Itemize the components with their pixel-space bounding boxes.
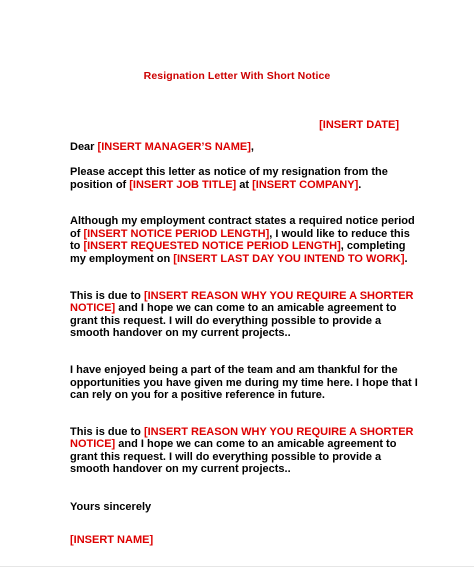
manager-name-placeholder: [INSERT MANAGER’S NAME] [97,141,251,153]
job-title-placeholder: [INSERT JOB TITLE] [129,178,237,191]
para3-line2 [70,302,420,315]
para2-line4-prefix: my employment on [70,252,174,265]
para4-line1: I have enjoyed being a part of the team and am thankful for the [70,363,398,376]
para5-line2 [70,438,420,451]
last-day-placeholder: [INSERT LAST DAY YOU INTEND TO WORK] [173,252,405,265]
para5-line3: grant this request. I will do everything possible to provide a [70,450,382,463]
para3-line2-suffix: and I hope we can come to an amicable agreement to [115,302,397,315]
para3-line3: grant this request. I will do everything possible to provide a [70,314,382,327]
para5-line4: smooth handover on my current projects.. [70,463,291,476]
para1-line2-prefix: position of [70,178,130,191]
salutation-prefix: Dear [70,141,98,153]
para2-line4-suffix: . [404,252,408,265]
para4-line3: can rely on you for a positive reference in future. [70,389,325,402]
para2-line3 [70,240,420,253]
para5-line1 [70,426,420,439]
reason-placeholder-part2: NOTICE] [70,438,116,451]
salutation-suffix: , [250,141,254,153]
letter-body [70,141,420,546]
para2-line4 [70,253,420,266]
para1-line1: Please accept this letter as notice of my resignation from the [70,165,388,178]
reason-placeholder-part1: [INSERT REASON WHY YOU REQUIRE A SHORTER [143,425,414,438]
para2-line3-prefix: to [70,240,84,253]
para3-line1-prefix: This is due to [70,289,144,302]
letter-title: Resignation Letter With Short Notice [143,70,331,82]
date-placeholder: [INSERT DATE] [319,119,399,131]
requested-period-placeholder: [INSERT REQUESTED NOTICE PERIOD LENGTH] [83,240,341,253]
salutation [70,141,420,154]
para3-line1 [70,290,420,303]
para5-line1-prefix: This is due to [70,425,144,438]
para2-line2-suffix: , I would like to reduce this [269,227,410,240]
company-placeholder: [INSERT COMPANY] [252,178,359,191]
para1-line2-suffix: . [358,178,362,191]
para2-line2 [70,228,420,241]
page-bottom-divider [0,566,474,567]
name-placeholder: [INSERT NAME] [70,533,154,546]
para1-line2-mid: at [236,178,253,191]
para2-line3-suffix: , completing [340,240,406,253]
para2-line1: Although my employment contract states a required notice period [70,215,415,228]
para4-line2: opportunities you have given me during my time here. I hope that I [70,376,418,389]
para1-line2 [70,179,420,192]
para3-line4: smooth handover on my current projects.. [70,327,291,340]
reason-placeholder-part1: [INSERT REASON WHY YOU REQUIRE A SHORTER [143,289,414,302]
reason-placeholder-part2: NOTICE] [70,302,116,315]
para2-line2-prefix: of [70,227,84,240]
para5-line2-suffix: and I hope we can come to an amicable agreement to [115,438,397,451]
notice-period-placeholder: [INSERT NOTICE PERIOD LENGTH] [83,227,270,240]
closing: Yours sincerely [70,501,152,514]
